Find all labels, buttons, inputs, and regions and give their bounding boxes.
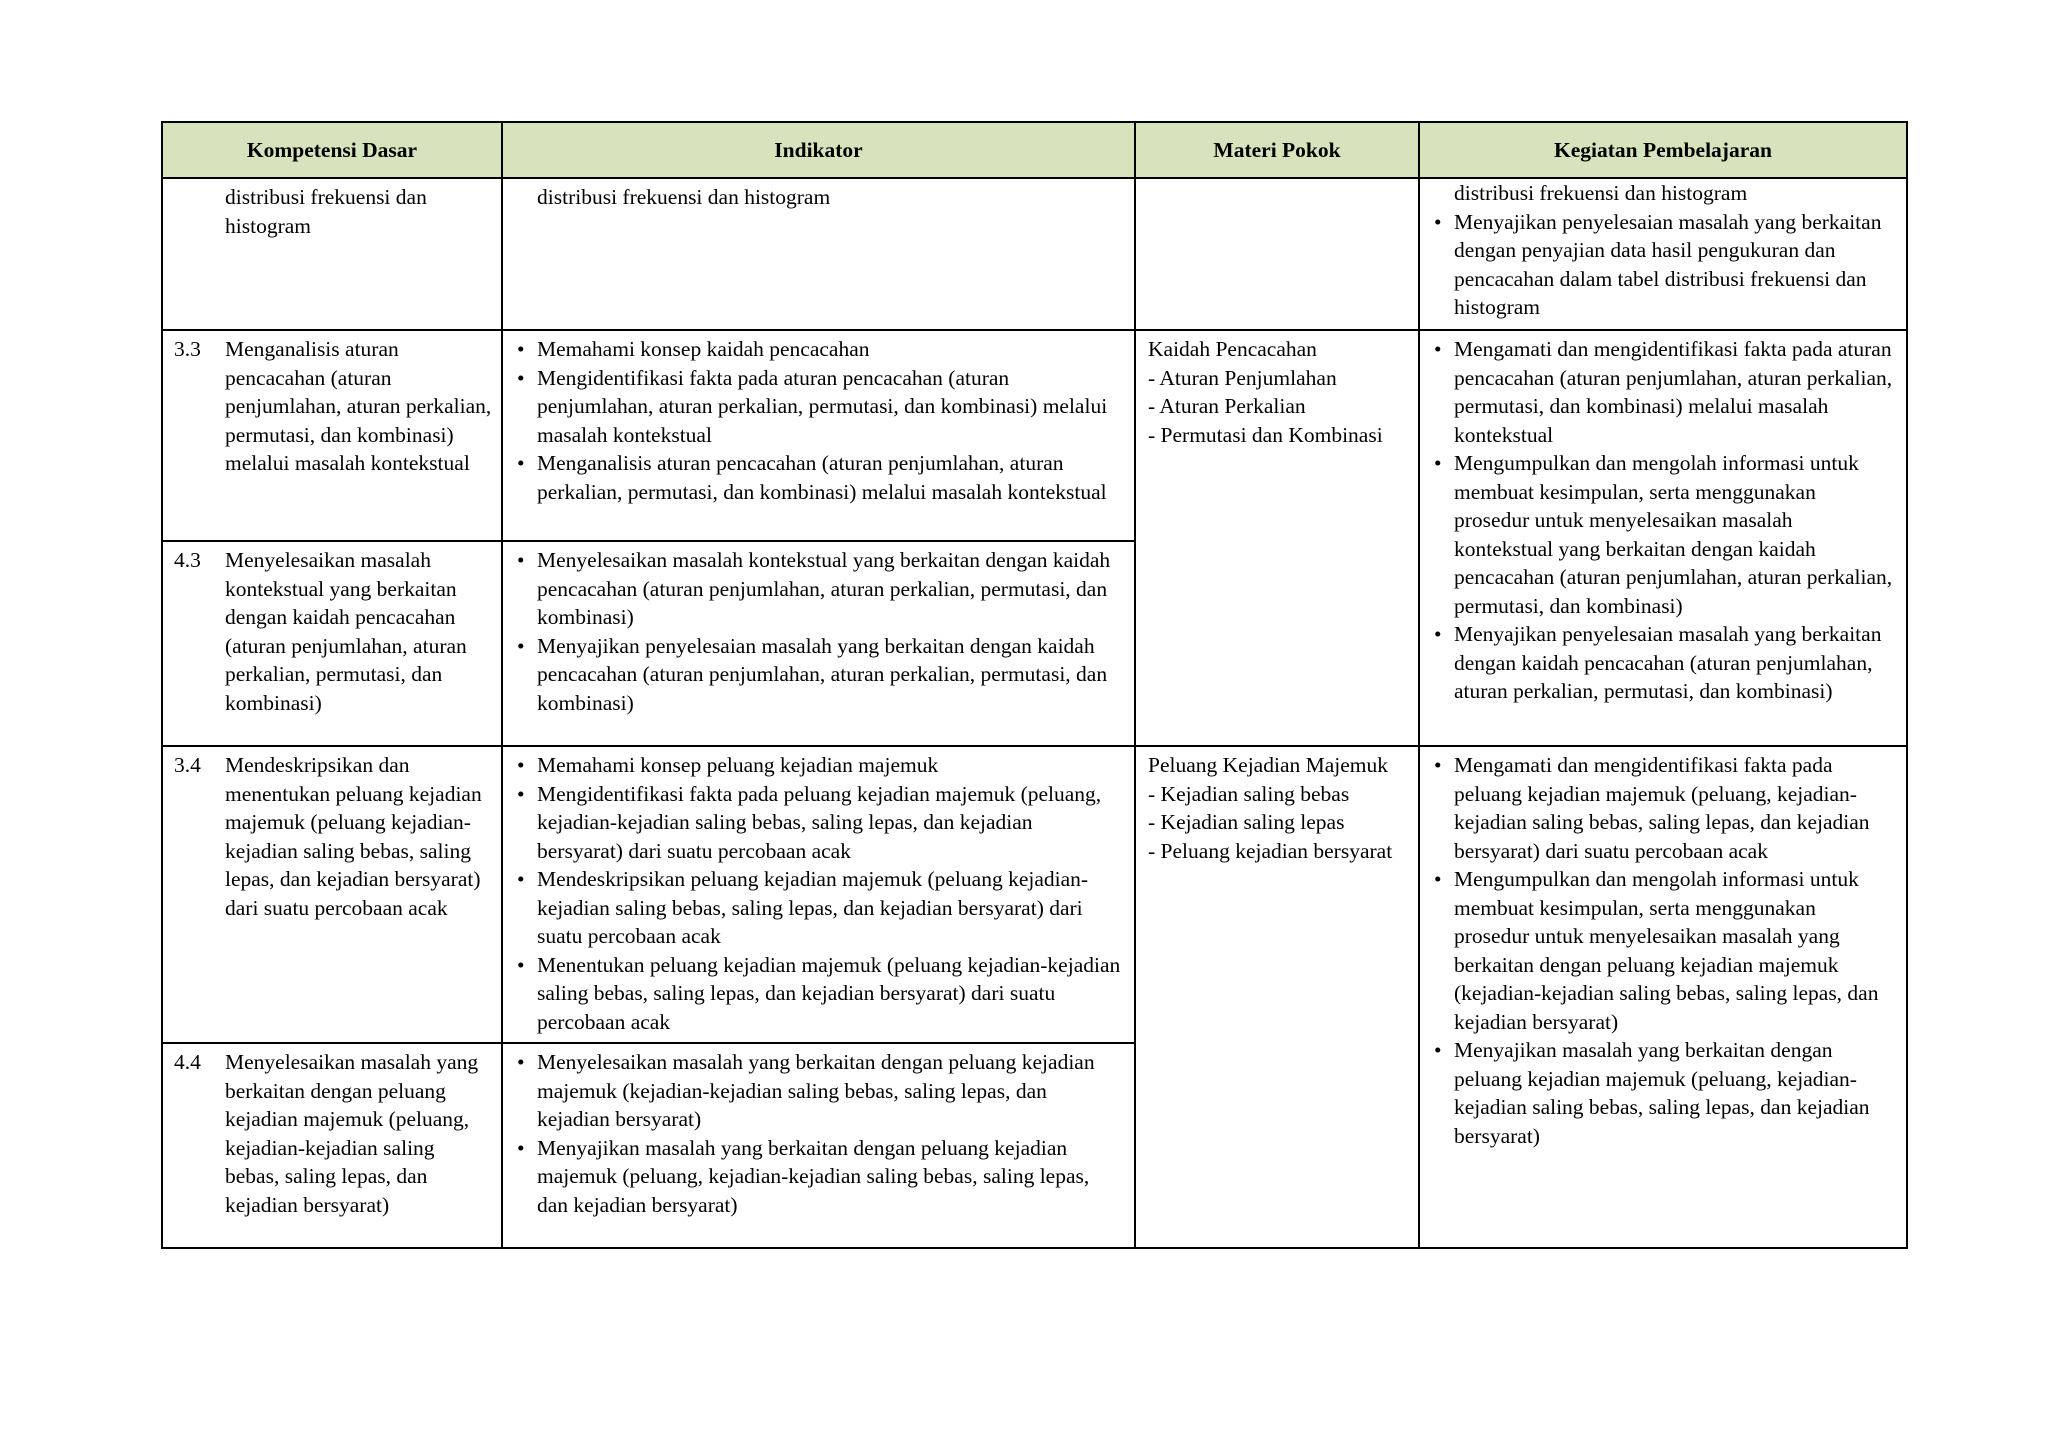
list-item: • Menyajikan penyelesaian masalah yang berkaitan dengan kaidah pencacahan (aturan penjumlahan, aturan perkalian, permutasi, dan kombinasi) [1432,620,1896,706]
indikator-list [515,546,1122,717]
list-item: • Memahami konsep peluang kejadian majemuk [515,751,1122,780]
indikator-list [515,751,1122,1036]
materi-list [1148,364,1406,450]
kd-number: 4.3 [174,548,201,572]
list-item: - Permutasi dan Kombinasi [1148,421,1406,450]
kd-number: 3.4 [174,753,201,777]
list-item: - Kejadian saling lepas [1148,808,1406,837]
indikator-cell [502,330,1135,541]
materi-cell [1135,178,1419,330]
materi-title: Kaidah Pencacahan [1148,337,1317,361]
kd-text: Menyelesaikan masalah kontekstual yang berkaitan dengan kaidah pencacahan (aturan penjumlahan, aturan perkalian, permutasi, dan kombinasi) [225,548,467,715]
kd-cell [162,330,502,541]
list-item: • Mengumpulkan dan mengolah informasi untuk membuat kesimpulan, serta menggunakan prosedur untuk menyelesaikan masalah kontekstual yang berkaitan dengan kaidah pencacahan (aturan penjumlahan, aturan perkalian, permutasi, dan kombinasi) [1432,449,1896,620]
indikator-list [515,335,1122,506]
syllabus-table [161,121,1908,1249]
kd-text: Menganalisis aturan pencacahan (aturan penjumlahan, aturan perkalian, permutasi, dan kombinasi) melalui masalah kontekstual [225,337,492,475]
indikator-cell [502,1043,1135,1248]
kd-number: 3.3 [174,337,201,361]
list-item: • Menentukan peluang kejadian majemuk (peluang kejadian-kejadian saling bebas, saling lepas, dan kejadian bersyarat) dari suatu percobaan acak [515,951,1122,1037]
header-indikator: Indikator [502,122,1135,178]
kegiatan-cell [1419,330,1907,746]
list-item: • Mengidentifikasi fakta pada aturan pencacahan (aturan penjumlahan, aturan perkalian, permutasi, dan kombinasi) melalui masalah kontekstual [515,364,1122,450]
materi-list [1148,780,1406,866]
list-item: • Menyelesaikan masalah kontekstual yang berkaitan dengan kaidah pencacahan (aturan penjumlahan, aturan perkalian, permutasi, dan kombinasi) [515,546,1122,632]
list-item: - Aturan Penjumlahan [1148,364,1406,393]
list-item: • Menyajikan masalah yang berkaitan dengan peluang kejadian majemuk (peluang, kejadian-kejadian saling bebas, saling lepas, dan kejadian bersyarat) [1432,1036,1896,1150]
kegiatan-text: distribusi frekuensi dan histogram [1454,181,1748,205]
kegiatan-list [1432,335,1896,706]
kd-cell [162,746,502,1043]
list-item: • Mengumpulkan dan mengolah informasi untuk membuat kesimpulan, serta menggunakan prosedur untuk menyelesaikan masalah yang berkaitan dengan peluang kejadian majemuk (kejadian-kejadian saling bebas, saling lepas, dan kejadian bersyarat) [1432,865,1896,1036]
header-row [162,122,1907,178]
materi-title: Peluang Kejadian Majemuk [1148,753,1389,777]
kd-text: distribusi frekuensi dan histogram [225,185,427,238]
list-item: • Menyajikan masalah yang berkaitan dengan peluang kejadian majemuk (peluang, kejadian-kejadian saling bebas, saling lepas, dan kejadian bersyarat) [515,1134,1122,1220]
list-item: • Menganalisis aturan pencacahan (aturan penjumlahan, aturan perkalian, permutasi, dan kombinasi) melalui masalah kontekstual [515,449,1122,506]
list-item: • Menyelesaikan masalah yang berkaitan dengan peluang kejadian majemuk (kejadian-kejadian saling bebas, saling lepas, dan kejadian bersyarat) [515,1048,1122,1134]
table-row [162,746,1907,1043]
kd-cell [162,1043,502,1248]
table-row [162,178,1907,330]
table-row [162,330,1907,541]
kegiatan-list [1432,751,1896,1150]
materi-cell [1135,746,1419,1248]
list-item: - Aturan Perkalian [1148,392,1406,421]
list-item: • Menyajikan penyelesaian masalah yang berkaitan dengan kaidah pencacahan (aturan penjumlahan, aturan perkalian, permutasi, dan kombinasi) [515,632,1122,718]
list-item: • Mendeskripsikan peluang kejadian majemuk (peluang kejadian-kejadian saling bebas, saling lepas, dan kejadian bersyarat) dari suatu percobaan acak [515,865,1122,951]
list-item: • Mengamati dan mengidentifikasi fakta pada aturan pencacahan (aturan penjumlahan, aturan perkalian, permutasi, dan kombinasi) melalui masalah kontekstual [1432,335,1896,449]
list-item: • Menyajikan penyelesaian masalah yang berkaitan dengan penyajian data hasil pengukuran dan pencacahan dalam tabel distribusi frekuensi dan histogram [1432,208,1896,322]
kegiatan-cell [1419,178,1907,330]
list-item: • Mengidentifikasi fakta pada peluang kejadian majemuk (peluang, kejadian-kejadian saling bebas, saling lepas, dan kejadian bersyarat) dari suatu percobaan acak [515,780,1122,866]
indikator-list [515,1048,1122,1219]
materi-cell [1135,330,1419,746]
header-kompetensi-dasar: Kompetensi Dasar [162,122,502,178]
header-kegiatan-pembelajaran: Kegiatan Pembelajaran [1419,122,1907,178]
list-item: - Kejadian saling bebas [1148,780,1406,809]
indikator-cell [502,746,1135,1043]
kd-number: 4.4 [174,1050,201,1074]
kd-text: Menyelesaikan masalah yang berkaitan dengan peluang kejadian majemuk (peluang, kejadian-kejadian saling bebas, saling lepas, dan kejadian bersyarat) [225,1050,479,1217]
indikator-cell [502,178,1135,330]
kd-text: Mendeskripsikan dan menentukan peluang kejadian majemuk (peluang kejadian-kejadian saling bebas, saling lepas, dan kejadian bersyarat) dari suatu percobaan acak [225,753,482,920]
list-item: • Memahami konsep kaidah pencacahan [515,335,1122,364]
indikator-text: distribusi frekuensi dan histogram [537,185,831,209]
list-item: - Peluang kejadian bersyarat [1148,837,1406,866]
kegiatan-list [1432,208,1896,322]
kegiatan-cell [1419,746,1907,1248]
kd-cell [162,541,502,746]
list-item: • Mengamati dan mengidentifikasi fakta pada peluang kejadian majemuk (peluang, kejadian-kejadian saling bebas, saling lepas, dan kejadian bersyarat) dari suatu percobaan acak [1432,751,1896,865]
kd-cell [162,178,502,330]
indikator-cell [502,541,1135,746]
header-materi-pokok: Materi Pokok [1135,122,1419,178]
